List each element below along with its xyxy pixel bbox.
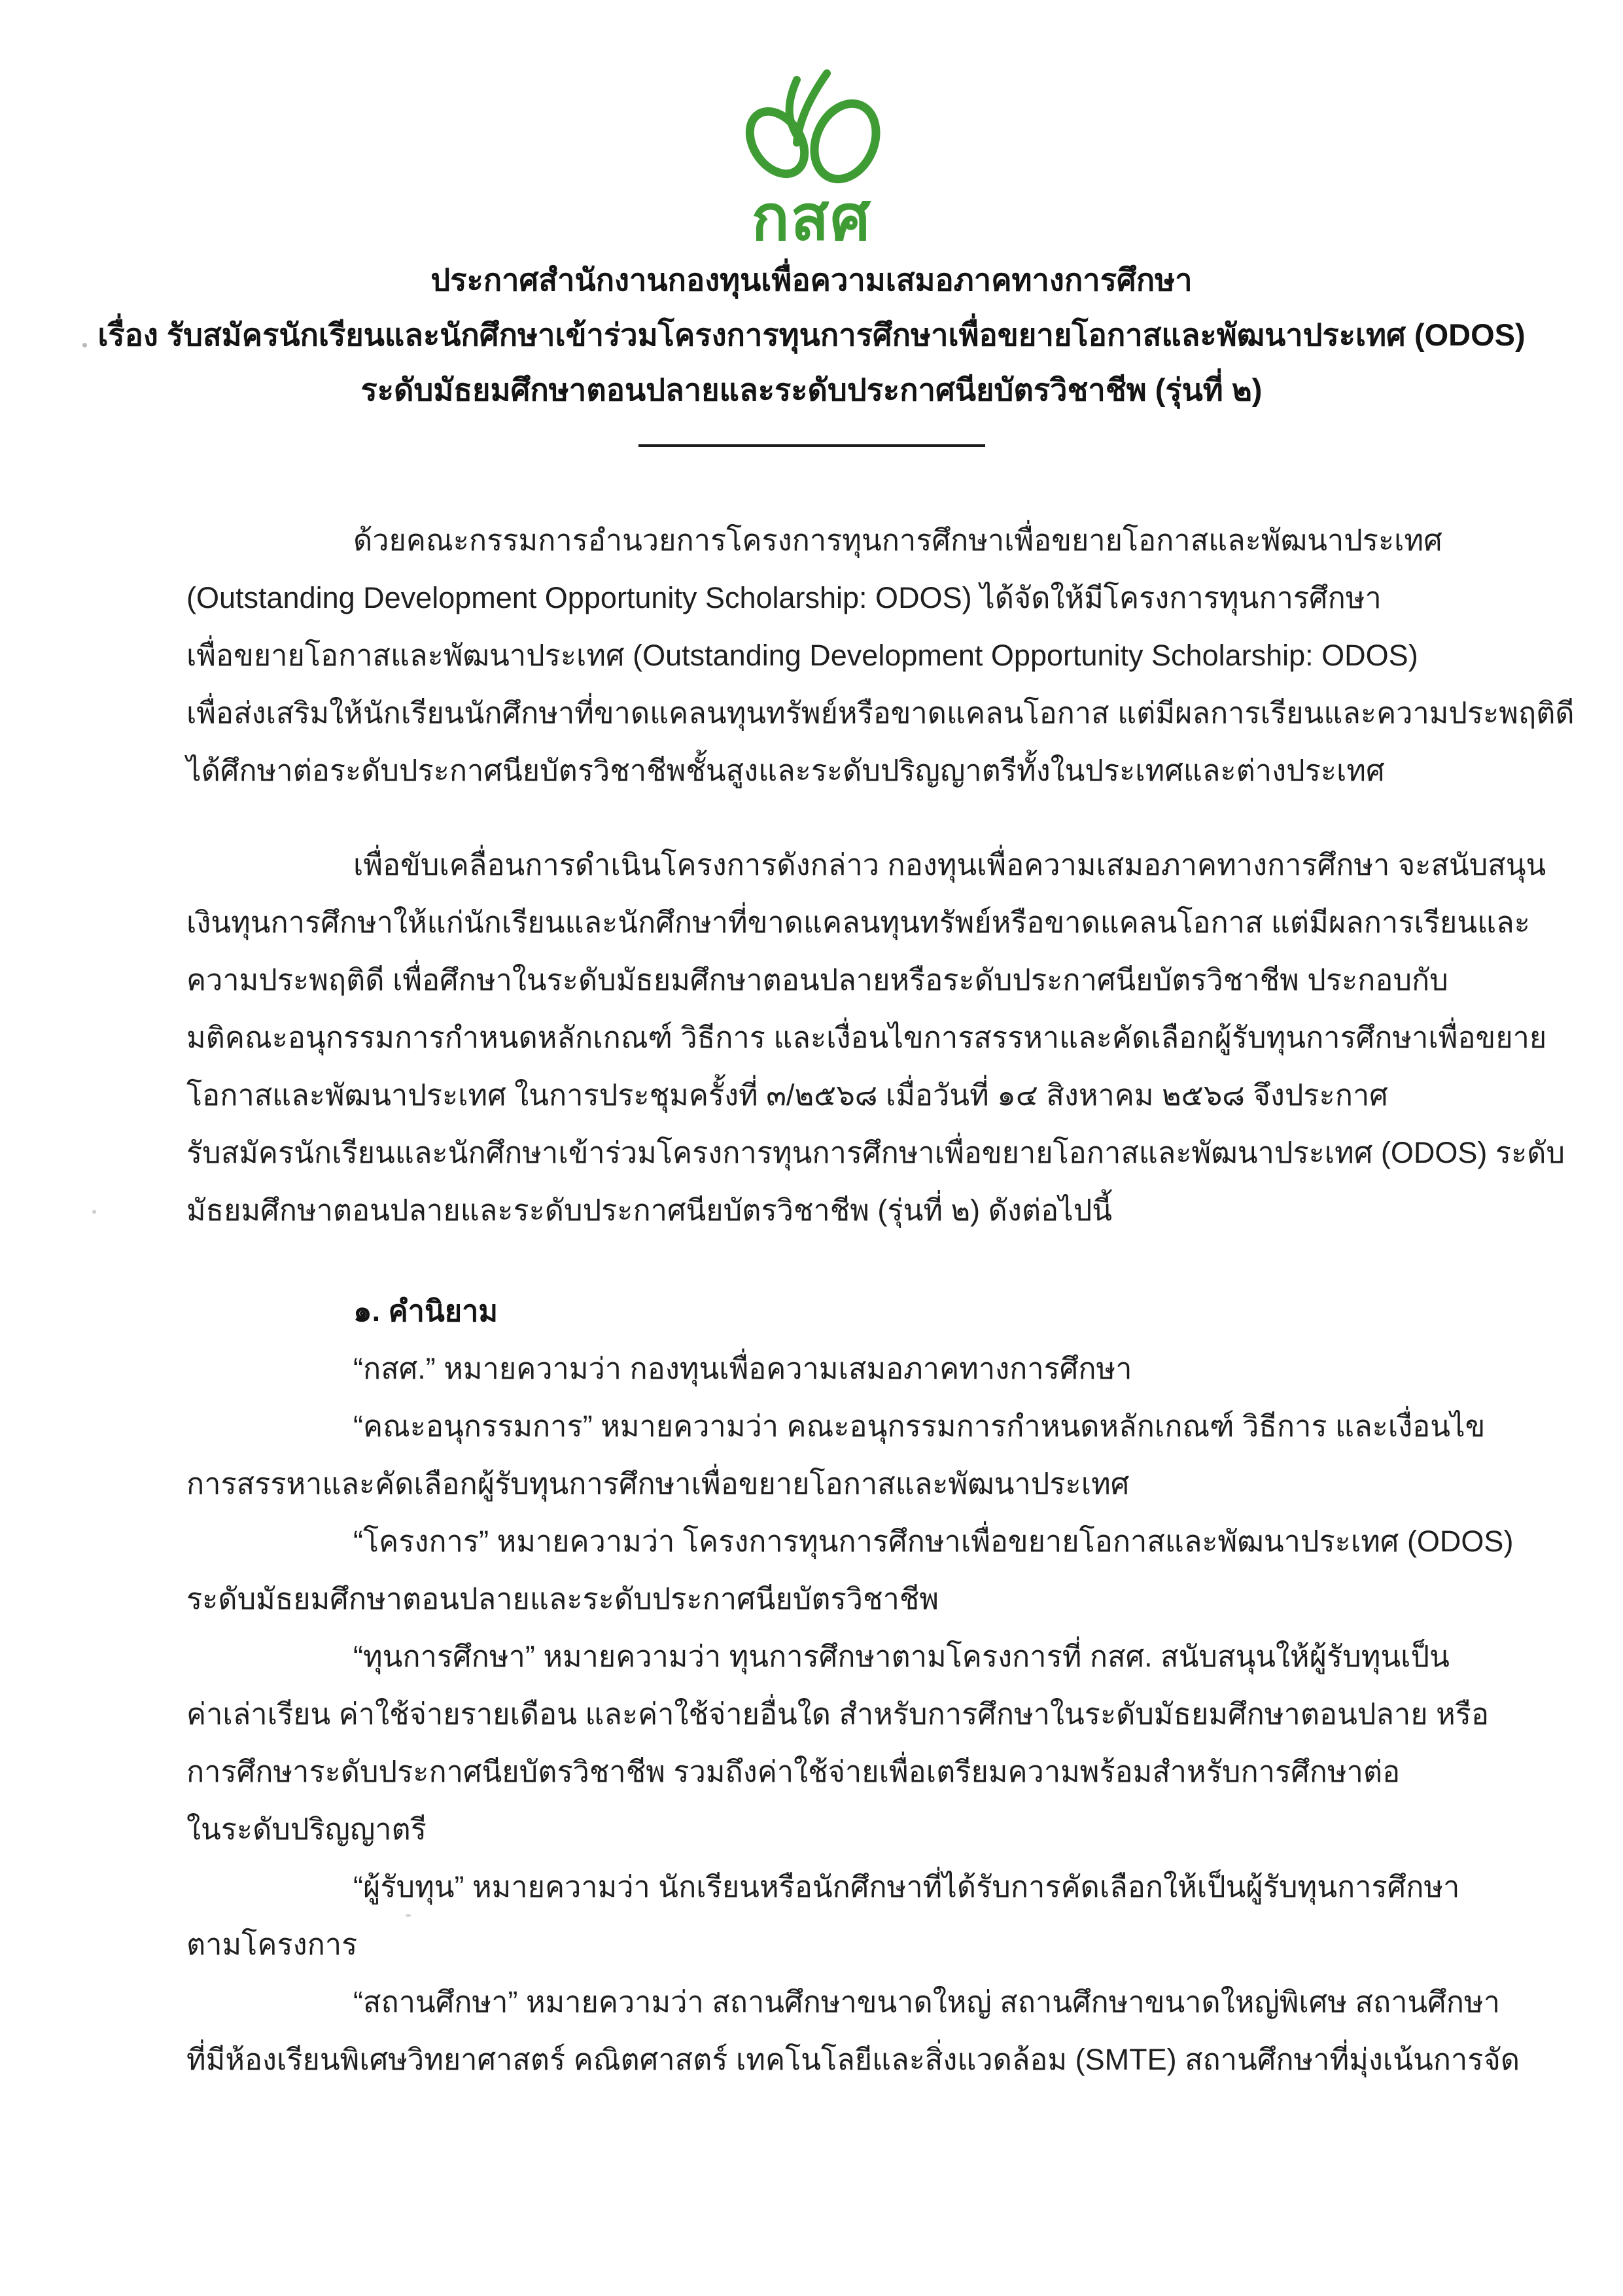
- title-line-2: เรื่อง รับสมัครนักเรียนและนักศึกษาเข้าร่วมโครงการทุนการศึกษาเพื่อขยายโอกาสและพัฒนาประเทศ (ODOS): [97, 317, 1526, 352]
- definition-line: “คณะอนุกรรมการ” หมายความว่า คณะอนุกรรมการกำหนดหลักเกณฑ์ วิธีการ และเงื่อนไข: [353, 1409, 1486, 1443]
- text-line: โอกาสและพัฒนาประเทศ ในการประชุมครั้งที่ ๓/๒๕๖๘ เมื่อวันที่ ๑๔ สิงหาคม ๒๕๖๘ จึงประกาศ: [186, 1078, 1388, 1112]
- document-body: [186, 512, 1575, 2089]
- scan-speck: [82, 343, 87, 347]
- announcement-title: [0, 253, 1623, 417]
- definition-line: “ผู้รับทุน” หมายความว่า นักเรียนหรือนักศึกษาที่ได้รับการคัดเลือกให้เป็นผู้รับทุนการศึกษา: [353, 1870, 1460, 1903]
- definition-line: การศึกษาระดับประกาศนียบัตรวิชาชีพ รวมถึงค่าใช้จ่ายเพื่อเตรียมความพร้อมสำหรับการศึกษาต่อ: [186, 1755, 1401, 1788]
- eef-logo: [0, 65, 1623, 251]
- scan-speck: [92, 1210, 96, 1214]
- definition-line: การสรรหาและคัดเลือกผู้รับทุนการศึกษาเพื่อขยายโอกาสและพัฒนาประเทศ: [186, 1467, 1130, 1500]
- definition-line: “สถานศึกษา” หมายความว่า สถานศึกษาขนาดใหญ่ สถานศึกษาขนาดใหญ่พิเศษ สถานศึกษา: [353, 1985, 1500, 2019]
- definition-line: “โครงการ” หมายความว่า โครงการทุนการศึกษาเพื่อขยายโอกาสและพัฒนาประเทศ (ODOS): [353, 1525, 1514, 1558]
- title-divider: [638, 444, 985, 447]
- definition-line: ตามโครงการ: [186, 1928, 358, 1961]
- text-line: มติคณะอนุกรรมการกำหนดหลักเกณฑ์ วิธีการ และเงื่อนไขการสรรหาและคัดเลือกผู้รับทุนการศึกษาเพื่อขยาย: [186, 1021, 1547, 1054]
- eef-logo-acronym: กสศ: [751, 183, 872, 253]
- text-line: (Outstanding Development Opportunity Scholarship: ODOS) ได้จัดให้มีโครงการทุนการศึกษา: [186, 581, 1382, 614]
- text-line: เพื่อส่งเสริมให้นักเรียนนักศึกษาที่ขาดแคลนทุนทรัพย์หรือขาดแคลนโอกาส แต่มีผลการเรียนและความประพฤติดี: [186, 696, 1575, 730]
- title-line-3: ระดับมัธยมศึกษาตอนปลายและระดับประกาศนียบัตรวิชาชีพ (รุ่นที่ ๒): [360, 372, 1263, 407]
- definition-line: ระดับมัธยมศึกษาตอนปลายและระดับประกาศนียบัตรวิชาชีพ: [186, 1582, 939, 1616]
- section-1-heading: ๑. คำนิยาม: [353, 1294, 498, 1328]
- scan-speck: [406, 1914, 411, 1917]
- text-line: เพื่อขยายโอกาสและพัฒนาประเทศ (Outstanding Development Opportunity Scholarship: ODOS): [186, 639, 1418, 672]
- text-line: ได้ศึกษาต่อระดับประกาศนียบัตรวิชาชีพชั้นสูงและระดับปริญญาตรีทั้งในประเทศและต่างประเทศ: [186, 754, 1385, 787]
- title-line-1: ประกาศสำนักงานกองทุนเพื่อความเสมอภาคทางการศึกษา: [430, 262, 1193, 297]
- definition-line: ในระดับปริญญาตรี: [186, 1812, 427, 1846]
- definition-line: “ทุนการศึกษา” หมายความว่า ทุนการศึกษาตามโครงการที่ กสศ. สนับสนุนให้ผู้รับทุนเป็น: [353, 1640, 1450, 1673]
- text-line: รับสมัครนักเรียนและนักศึกษาเข้าร่วมโครงการทุนการศึกษาเพื่อขยายโอกาสและพัฒนาประเทศ (ODOS) ระดับ: [186, 1136, 1565, 1169]
- text-line: ความประพฤติดี เพื่อศึกษาในระดับมัธยมศึกษาตอนปลายหรือระดับประกาศนียบัตรวิชาชีพ ประกอบกับ: [186, 963, 1448, 997]
- text-line: มัธยมศึกษาตอนปลายและระดับประกาศนียบัตรวิชาชีพ (รุ่นที่ ๒) ดังต่อไปนี้: [186, 1193, 1113, 1227]
- text-line: เงินทุนการศึกษาให้แก่นักเรียนและนักศึกษาที่ขาดแคลนทุนทรัพย์หรือขาดแคลนโอกาส แต่มีผลการเรียนและ: [186, 906, 1530, 939]
- definition-line: ที่มีห้องเรียนพิเศษวิทยาศาสตร์ คณิตศาสตร์ เทคโนโลยีและสิ่งแวดล้อม (SMTE) สถานศึกษาที่มุ่งเน้นการจัด: [186, 2043, 1520, 2076]
- definition-line: “กสศ.” หมายความว่า กองทุนเพื่อความเสมอภาคทางการศึกษา: [353, 1352, 1132, 1385]
- text-line: เพื่อขับเคลื่อนการดำเนินโครงการดังกล่าว กองทุนเพื่อความเสมอภาคทางการศึกษา จะสนับสนุน: [353, 848, 1546, 881]
- paragraph-1: [186, 512, 1575, 800]
- section-1: [186, 1282, 1520, 2089]
- text-line: ด้วยคณะกรรมการอำนวยการโครงการทุนการศึกษาเพื่อขยายโอกาสและพัฒนาประเทศ: [353, 523, 1442, 557]
- sprout-icon: [724, 65, 900, 190]
- definition-line: ค่าเล่าเรียน ค่าใช้จ่ายรายเดือน และค่าใช้จ่ายอื่นใด สำหรับการศึกษาในระดับมัธยมศึกษาตอนปลาย หรือ: [186, 1697, 1489, 1731]
- paragraph-2: [186, 836, 1565, 1239]
